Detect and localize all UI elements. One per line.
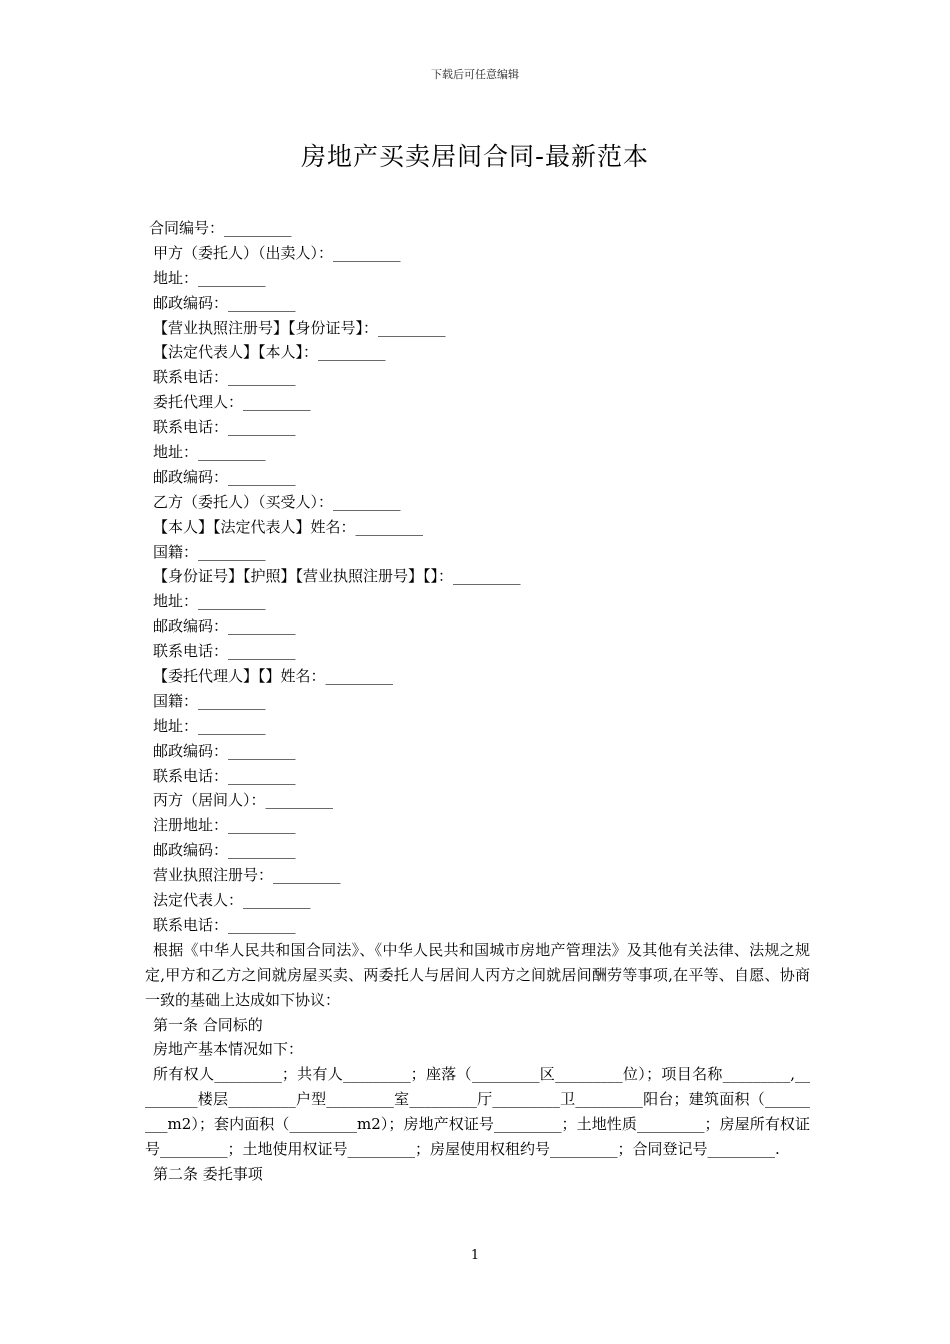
- article-1-heading: 第一条 合同标的: [153, 1015, 263, 1034]
- party-a-agent-postcode-line: 邮政编码：_________: [153, 467, 296, 486]
- party-c-representative-line: 法定代表人：_________: [153, 891, 311, 910]
- party-a-agent-phone-line: 联系电话：_________: [153, 418, 296, 437]
- party-b-name-line: 【本人】【法定代表人】姓名：_________: [153, 517, 424, 536]
- party-b-agent-nationality-line: 国籍：_________: [153, 691, 266, 710]
- party-a-phone-line: 联系电话：_________: [153, 368, 296, 387]
- party-a-representative-line: 【法定代表人】【本人】：_________: [153, 343, 386, 362]
- preamble-paragraph: 根据《中华人民共和国合同法》、《中华人民共和国城市房地产管理法》及其他有关法律、法规之规定,甲方和乙方之间就房屋买卖、两委托人与居间人丙方之间就居间酬劳等事项,在平等、自愿、协商一致的基础上达成如下协议：: [145, 940, 810, 1009]
- header-note: 下载后可任意编辑: [431, 68, 519, 81]
- document-title: 房地产买卖居间合同-最新范本: [300, 142, 650, 171]
- article-2-heading: 第二条 委托事项: [153, 1164, 263, 1183]
- party-c-license-line: 营业执照注册号：_________: [153, 866, 341, 885]
- party-b-nationality-line: 国籍：_________: [153, 542, 266, 561]
- page-number: 1: [470, 1248, 480, 1263]
- party-b-line: 乙方（委托人）（买受人）：_________: [153, 492, 401, 511]
- party-c-postcode-line: 邮政编码：_________: [153, 841, 296, 860]
- party-a-line: 甲方（委托人）（出卖人）：_________: [153, 243, 401, 262]
- party-a-address-line: 地址：_________: [153, 268, 266, 287]
- party-c-phone-line: 联系电话：_________: [153, 915, 296, 934]
- party-b-agent-phone-line: 联系电话：_________: [153, 766, 296, 785]
- article-1-intro: 房地产基本情况如下：: [153, 1040, 304, 1059]
- party-b-postcode-line: 邮政编码：_________: [153, 617, 296, 636]
- party-b-agent-postcode-line: 邮政编码：_________: [153, 741, 296, 760]
- party-b-phone-line: 联系电话：_________: [153, 642, 296, 661]
- party-a-postcode-line: 邮政编码：_________: [153, 293, 296, 312]
- party-c-line: 丙方（居间人）：_________: [153, 791, 334, 810]
- party-b-id-line: 【身份证号】【护照】【营业执照注册号】【】：_________: [153, 567, 521, 586]
- party-b-agent-address-line: 地址：_________: [153, 716, 266, 735]
- party-a-id-line: 【营业执照注册号】【身份证号】：_________: [153, 318, 446, 337]
- party-b-agent-line: 【委托代理人】【】姓名：_________: [153, 667, 394, 686]
- contract-number-line: 合同编号：_________: [149, 219, 292, 237]
- document-body: [145, 216, 810, 1187]
- party-a-agent-address-line: 地址：_________: [153, 443, 266, 462]
- party-c-registered-address-line: 注册地址：_________: [153, 816, 296, 835]
- party-a-agent-line: 委托代理人：_________: [153, 393, 311, 412]
- article-1-details: 所有权人_________；共有人_________；座落（_________区_________位）；项目名称_________,_________楼层_________户型_________室_________厅_________卫_________阳台；建筑面积（_________m2）；套内面积（_________m2）；房地产权证号_________；土地性质_________；房屋所有权证号_________；土地使用权证号_________；房屋使用权租约号_________；合同登记号_________.: [145, 1065, 810, 1159]
- party-b-address-line: 地址：_________: [153, 592, 266, 611]
